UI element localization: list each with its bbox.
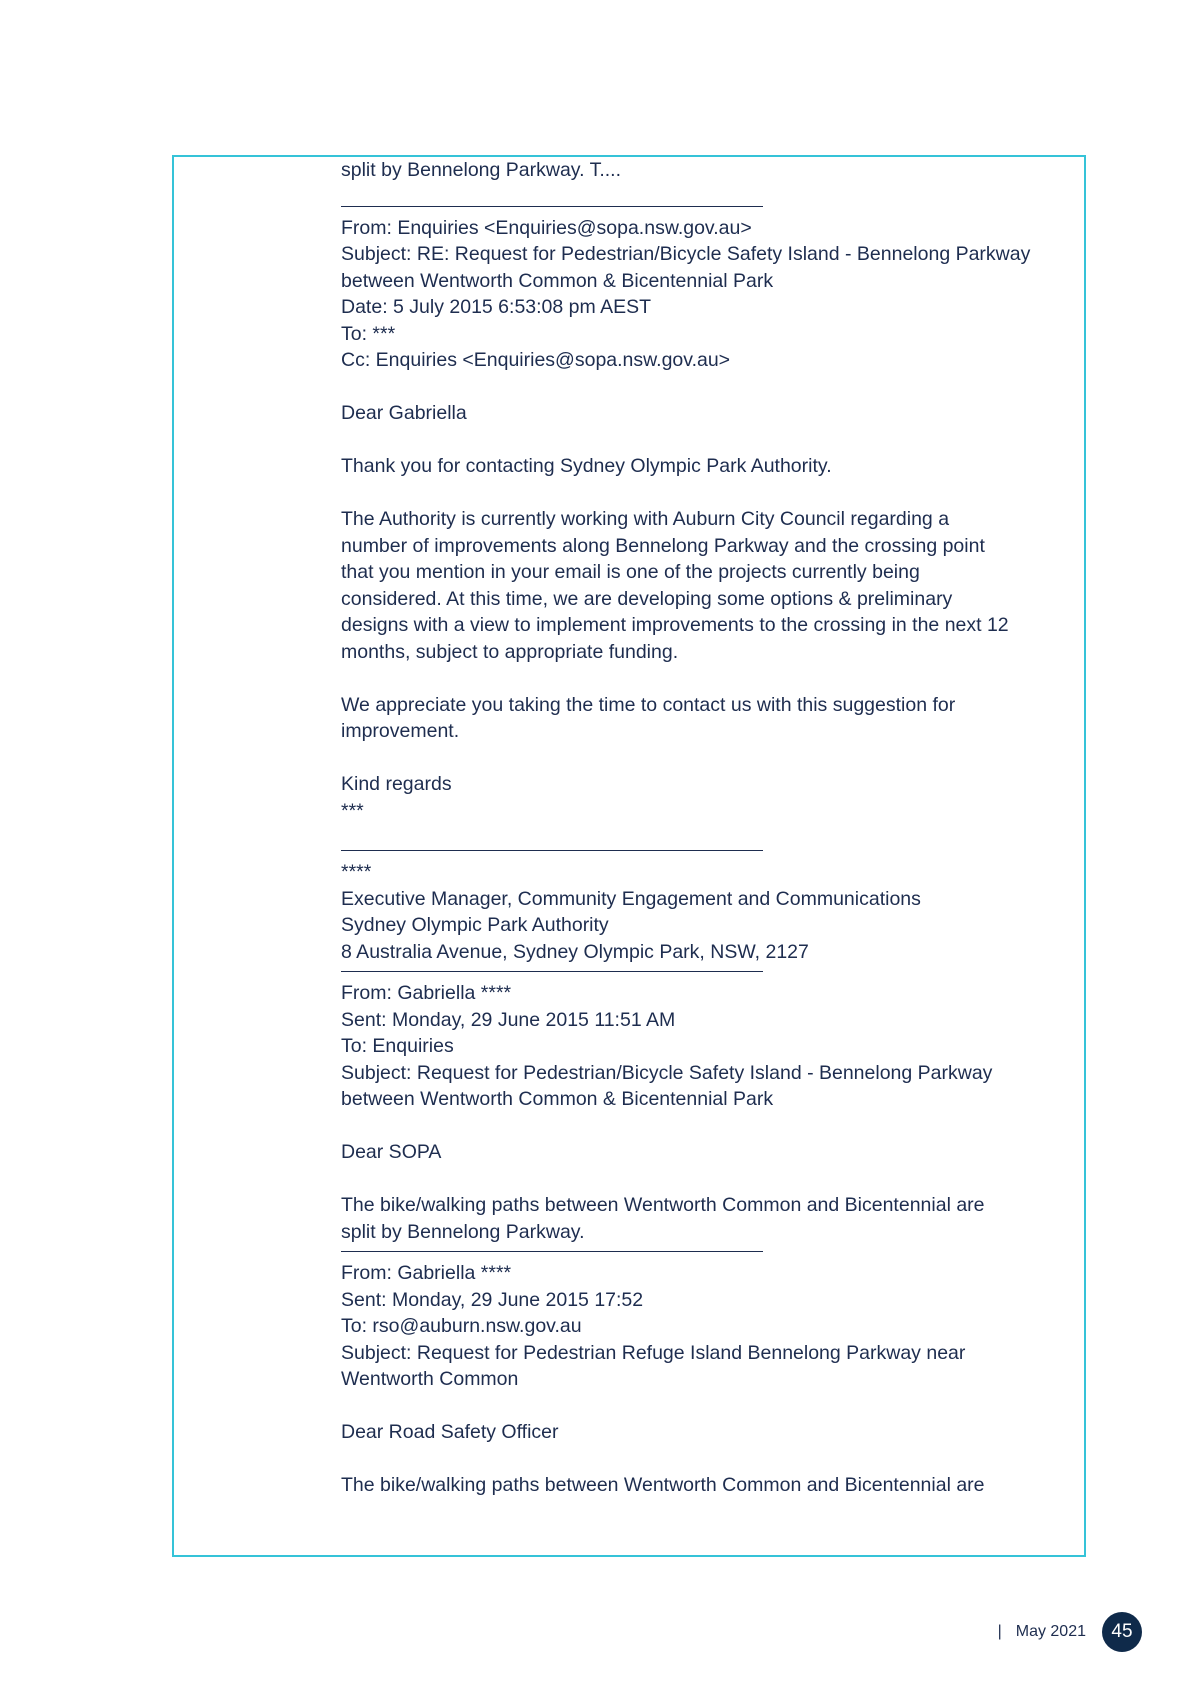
reply-date: Date: 5 July 2015 6:53:08 pm AEST: [341, 296, 652, 318]
footer-separator: |: [997, 1623, 1002, 1640]
original2-subject-cont: Wentworth Common: [341, 1368, 519, 1390]
original2-body: The bike/walking paths between Wentworth Common and Bicentennial are: [341, 1474, 985, 1496]
original1-subject-cont: between Wentworth Common & Bicentennial Park: [341, 1088, 774, 1110]
original1-from: From: Gabriella ****: [341, 982, 512, 1004]
divider: [341, 971, 763, 972]
reply-closing: Kind regards: [341, 773, 452, 795]
reply-para-2-line: designs with a view to implement improvements to the crossing in the next 12: [341, 614, 1009, 636]
original2-sent: Sent: Monday, 29 June 2015 17:52: [341, 1288, 644, 1311]
original1-salutation: Dear SOPA: [341, 1141, 442, 1163]
reply-salutation: Dear Gabriella: [341, 402, 467, 424]
footer-date: May 2021: [1015, 1623, 1086, 1640]
reply-para-2-line: considered. At this time, we are developing some options & preliminary: [341, 587, 953, 610]
signature-org: Sydney Olympic Park Authority: [341, 914, 609, 936]
page-footer: [998, 1612, 1142, 1652]
original2-to: To: rso@auburn.nsw.gov.au: [341, 1315, 582, 1337]
original1-sent: Sent: Monday, 29 June 2015 11:51 AM: [341, 1008, 676, 1031]
reply-to: To: ***: [341, 322, 396, 345]
reply-closing-name: ***: [341, 799, 364, 822]
signature-name: ****: [341, 861, 372, 883]
lead-fragment: split by Bennelong Parkway. T....: [341, 159, 622, 181]
reply-from: From: Enquiries <Enquiries@sopa.nsw.gov.au>: [341, 216, 752, 239]
reply-para-3-cont: improvement.: [341, 720, 460, 742]
reply-para-2-line: months, subject to appropriate funding.: [341, 640, 679, 663]
signature-address: 8 Australia Avenue, Sydney Olympic Park, NSW, 2127: [341, 940, 809, 963]
original2-subject: Subject: Request for Pedestrian Refuge Island Bennelong Parkway near: [341, 1341, 966, 1364]
reply-para-2-line: number of improvements along Bennelong Parkway and the crossing point: [341, 534, 985, 557]
email-frame: [172, 155, 1086, 1557]
reply-para-2-line: that you mention in your email is one of the projects currently being: [341, 561, 920, 583]
reply-para-2-line: The Authority is currently working with Auburn City Council regarding a: [341, 508, 950, 530]
original2-from: From: Gabriella ****: [341, 1262, 512, 1284]
original1-body-cont: split by Bennelong Parkway.: [341, 1220, 585, 1243]
reply-cc: Cc: Enquiries <Enquiries@sopa.nsw.gov.au>: [341, 349, 731, 371]
reply-subject-cont: between Wentworth Common & Bicentennial Park: [341, 269, 774, 292]
original2-salutation: Dear Road Safety Officer: [341, 1421, 559, 1443]
original1-body: The bike/walking paths between Wentworth Common and Bicentennial are: [341, 1194, 985, 1216]
reply-para-3: We appreciate you taking the time to contact us with this suggestion for: [341, 693, 956, 716]
divider: [341, 206, 763, 207]
original1-subject: Subject: Request for Pedestrian/Bicycle Safety Island - Bennelong Parkway: [341, 1061, 993, 1084]
page-number-badge: 45: [1102, 1612, 1142, 1652]
reply-para-1: Thank you for contacting Sydney Olympic Park Authority.: [341, 455, 832, 477]
reply-subject: Subject: RE: Request for Pedestrian/Bicycle Safety Island - Bennelong Parkway: [341, 243, 1031, 265]
email-content: [341, 157, 1081, 1499]
signature-divider: [341, 850, 763, 851]
signature-title: Executive Manager, Community Engagement and Communications: [341, 887, 921, 910]
divider: [341, 1251, 763, 1252]
original1-to: To: Enquiries: [341, 1035, 454, 1057]
